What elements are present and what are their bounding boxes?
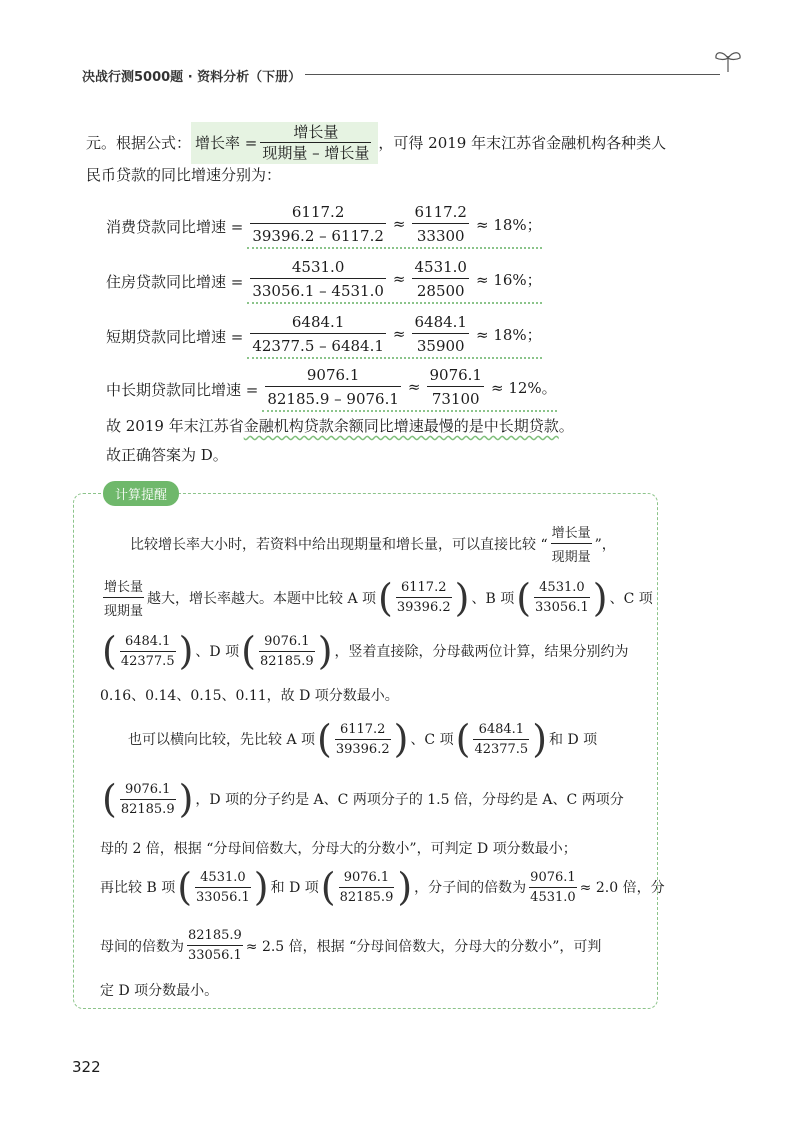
option-a-den: 39396.2 [335,741,390,757]
eq-den2: 33300 [416,227,465,245]
intro-prefix: 元。根据公式： [86,133,192,152]
eq-calc [262,366,556,412]
ratio-den: 4531.0 [530,889,576,905]
formula-fraction [260,125,371,161]
option-d-den: 82185.9 [259,653,314,669]
eq-label: 中长期贷款同比增速 = [106,380,259,399]
option-c-num: 6484.1 [473,722,529,740]
option-b-den: 33056.1 [196,889,250,905]
eq-result: ≈ 12%。 [490,378,557,397]
eq-result: ≈ 16%； [475,270,542,289]
formula-label: 增长率 = [195,133,258,152]
equation-consumer-loan [106,203,542,249]
tip-text: ”， [594,536,616,553]
option-d-den: 82185.9 [339,889,394,905]
conclusion-line-1 [106,419,574,434]
option-a-den: 39396.2 [396,600,451,615]
tip-text: 、D 项 [195,644,240,660]
tip-frac-num: 增长量 [551,522,592,544]
tip-text: ，竖着直接除，分母截两位计算，结果分别约为 [334,644,629,660]
ratio-num: 9076.1 [529,870,577,888]
conclusion-text-c: 。 [558,417,574,435]
tip-frac-num: 增长量 [103,576,144,598]
eq-num2: 6484.1 [412,313,469,334]
eq-num1: 9076.1 [265,366,401,387]
option-c-den: 42377.5 [120,653,175,669]
tip-text: 、C 项 [410,732,454,748]
eq-num1: 6484.1 [250,313,386,334]
option-d-num: 9076.1 [259,634,315,652]
tip-p1-line4: 0.16、0.14、0.15、0.11，故 D 项分数最小。 [100,688,399,704]
eq-result: ≈ 18%； [475,215,542,234]
equation-housing-loan [106,258,542,304]
eq-num1: 6117.2 [250,203,386,224]
equation-long-term-loan [106,366,557,412]
running-header: 决战行测5000题 · 资料分析（下册） [82,70,302,85]
eq-den2: 35900 [416,337,465,355]
eq-num1: 4531.0 [250,258,386,279]
tip-p2-line5 [100,928,601,963]
eq-result: ≈ 18%； [475,325,542,344]
tip-p2-line2: ( $\frac{9076.1}{82185.9}$ ) ，D 项的分子约是 A、C 两项分子的 1.5 倍，分母约是 A、C 两项分 [102,777,624,821]
tip-frac-den: 现期量 [551,550,591,565]
eq-num2: 4531.0 [412,258,469,279]
eq-den2: 73100 [431,390,480,408]
eq-approx: ≈ [392,215,406,233]
tip-text: ≈ 2.0 倍，分 [579,880,665,896]
eq-approx: ≈ [392,325,406,343]
page-number: 322 [72,1058,101,1076]
tip-text: 和 D 项 [549,732,598,748]
eq-calc [247,203,541,249]
header-rule [305,74,720,75]
option-a-num: 6117.2 [396,580,452,598]
tip-frac-den: 现期量 [104,604,144,619]
eq-den1: 42377.5 – 6484.1 [252,337,384,355]
eq-num2: 9076.1 [427,366,484,387]
option-b-den: 33056.1 [535,600,589,615]
tip-text: 和 D 项 [270,880,319,896]
tip-p1-line1 [130,522,616,565]
ratio-num: 82185.9 [187,928,243,946]
option-d-num: 9076.1 [339,870,395,888]
option-b-num: 4531.0 [534,580,590,598]
conclusion-text-a: 故 2019 年末江苏省 [106,417,244,435]
option-c-den: 42377.5 [474,741,529,757]
tip-text: 越大，增长率越大。本题中比较 A 项 [147,590,377,607]
tip-p2-line1: 也可以横向比较，先比较 A 项 ( $\frac{6117.2}{39396.2}$ ) 、C 项 ( $\frac{6484.1}{42377.5}$ ) 和 D 项 [128,717,598,761]
tip-text: 母间的倍数为 [100,938,184,955]
eq-approx: ≈ [407,378,421,396]
tip-text: 也可以横向比较，先比较 A 项 [128,732,316,748]
tip-text: 比较增长率大小时，若资料中给出现期量和增长量，可以直接比较 “ [130,536,548,553]
equation-short-term-loan [106,313,542,359]
eq-label: 消费贷款同比增速 = [106,217,244,236]
eq-label: 住房贷款同比增速 = [106,272,244,291]
option-d-num: 9076.1 [120,782,176,800]
eq-den2: 28500 [416,282,465,300]
growth-rate-formula [191,122,378,164]
option-a-num: 6117.2 [335,722,391,740]
eq-den1: 39396.2 – 6117.2 [252,227,384,245]
eq-den1: 33056.1 – 4531.0 [252,282,384,300]
tip-text: ，D 项的分子约是 A、C 两项分子的 1.5 倍，分母约是 A、C 两项分 [195,792,624,808]
tip-text: ≈ 2.5 倍，根据 “分母间倍数大，分母大的分数小”，可判 [245,938,602,955]
sprout-icon [712,46,744,74]
tip-p2-line6: 定 D 项分数最小。 [100,983,219,999]
tip-text: 、C 项 [609,590,653,607]
tip-p2-line4: 再比较 B 项 ( $\frac{4531.0}{33056.1}$ ) 和 D 项 ( $\frac{9076.1}{82185.9}$ ) ，分子间的倍数为 $\frac{9076.1}{4531.0}$ ≈ 2.0 倍，分 [100,865,665,909]
formula-denominator: 现期量 – 增长量 [262,144,370,162]
option-b-num: 4531.0 [195,870,251,888]
tip-tag: 计算提醒 [103,481,179,506]
eq-approx: ≈ [392,270,406,288]
option-d-den: 82185.9 [120,801,175,817]
eq-label: 短期贷款同比增速 = [106,327,244,346]
intro-line-1 [86,122,666,164]
answer-line: 故正确答案为 D。 [106,446,228,464]
option-c-num: 6484.1 [120,634,176,652]
intro-line-2: 民币贷款的同比增速分别为： [86,166,282,184]
tip-text: ，分子间的倍数为 [414,880,527,896]
eq-num2: 6117.2 [412,203,469,224]
eq-den1: 82185.9 – 9076.1 [267,390,399,408]
ratio-den: 33056.1 [188,948,242,963]
tip-p2-line3: 母的 2 倍，根据 “分母间倍数大，分母大的分数小”，可判定 D 项分数最小； [100,841,577,857]
tip-text: 再比较 B 项 [100,880,176,896]
conclusion-emphasis: 金融机构贷款余额同比增速最慢的是中长期贷款 [243,417,559,435]
tip-p1-line2: 增长量 现期量 越大，增长率越大。本题中比较 A 项 ( $\frac{6117.2}{39396.2}$ ) 、B 项 ( $\frac{4531.0}{33056.1}$ ) 、C 项 [104,575,653,620]
intro-suffix: ，可得 2019 年末江苏省金融机构各种类人 [378,133,667,152]
tip-p1-line3: ( $\frac{6484.1}{42377.5}$ ) 、D 项 ( $\frac{9076.1}{82185.9}$ ) ，竖着直接除，分母截两位计算，结果分别约为 [102,629,629,673]
formula-numerator: 增长量 [260,125,371,143]
tip-text: 、B 项 [471,590,515,607]
eq-calc [247,313,541,359]
eq-calc [247,258,541,304]
